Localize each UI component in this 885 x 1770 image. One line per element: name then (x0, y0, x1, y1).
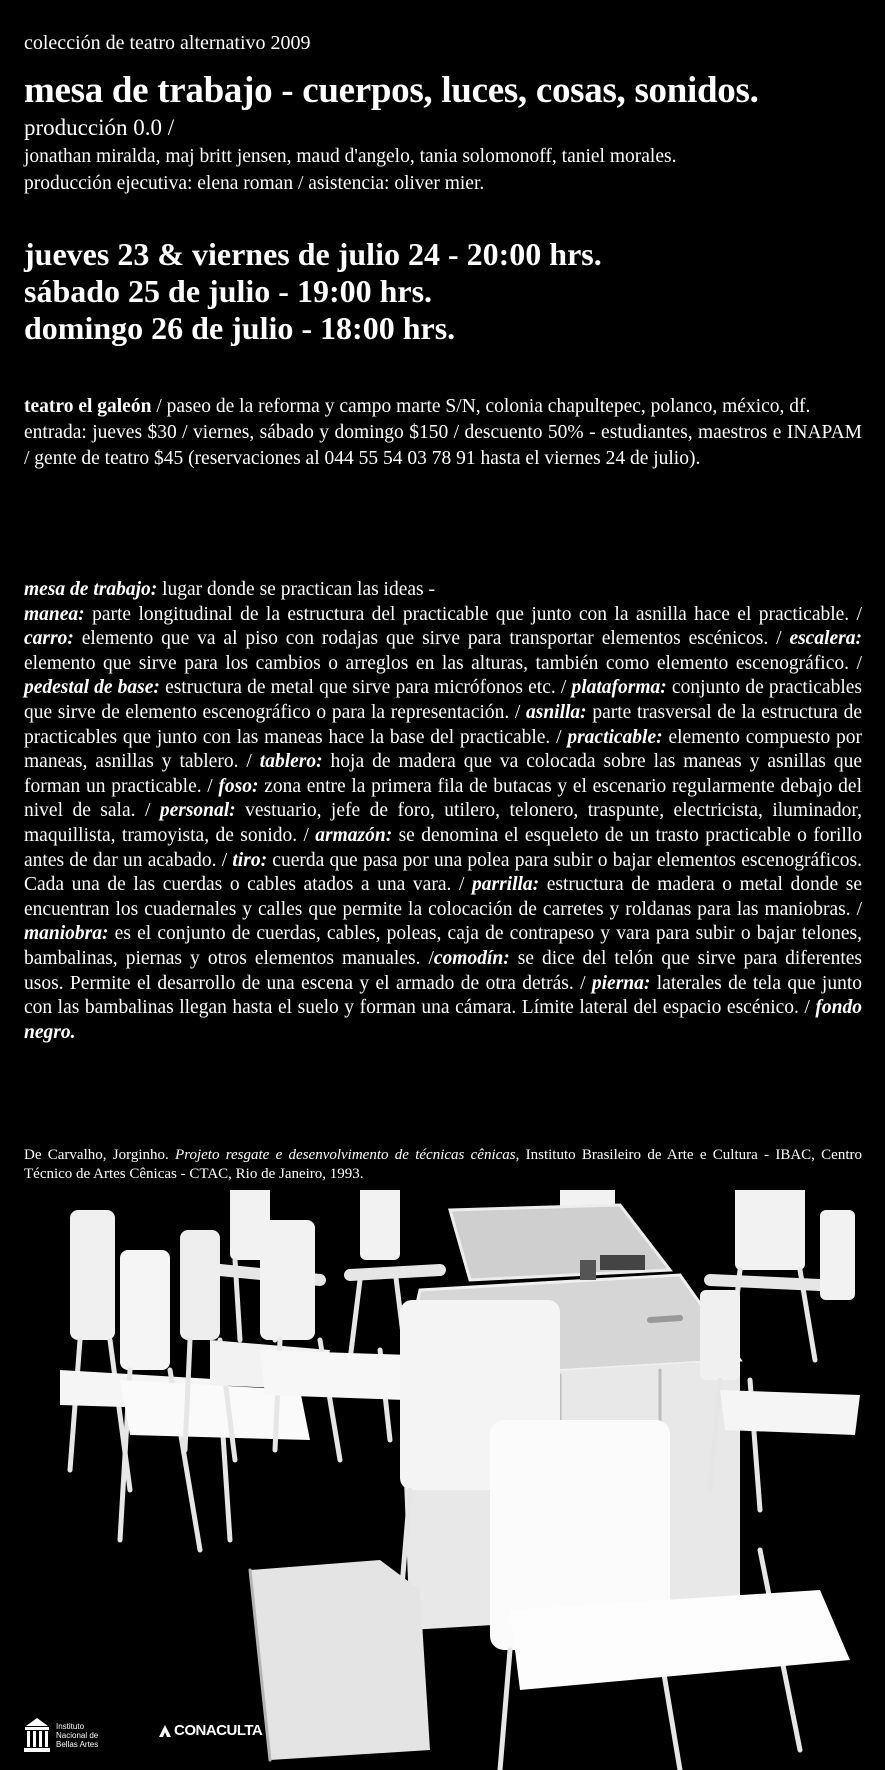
venue-address: / paseo de la reforma y campo marte S/N, colonia chapultepec, polanco, méxico, df. (151, 396, 811, 417)
glossary-definition: se dice del telón que sirve para diferentes usos. Permite el desarrollo de una escena y el armado de otra detrás. / (24, 947, 862, 994)
glossary-term: tablero: (259, 751, 323, 773)
conaculta-wordmark: CONACULTA (174, 1722, 263, 1739)
credit-author: De Carvalho, Jorginho. (24, 1147, 176, 1163)
glossary-term: mesa de trabajo: (24, 579, 158, 600)
glossary-definition: estructura de madera o metal donde se encuentran los cuadernales y calles que permite la colocación de carretes y roldanas para las maniobras. / (24, 874, 862, 920)
palace-icon (22, 1716, 52, 1754)
glossary-term: practicable: (567, 726, 663, 748)
cast-list: jonathan miralda, maj britt jensen, maud d'angelo, tania solomonoff, taniel morales. (24, 146, 677, 167)
glossary-term: asnilla: (526, 701, 587, 723)
production-label: producción 0.0 / (24, 115, 175, 140)
credit-publisher: , Instituto Brasileiro de Arte e Cultura - IBAC, Centro Técnico de Artes Cênicas - CTAC, Rio de Janeiro, 1993. (24, 1147, 863, 1182)
glossary-term: foso: (218, 775, 259, 797)
show-title: mesa de trabajo - cuerpos, luces, cosas, sonidos. (24, 70, 759, 111)
ticket-prices: entrada: jueves $30 / viernes, sábado y domingo $150 / descuento 50% - estudiantes, maestros e INAPAM / gente de teatro $45 (reservaciones al 044 55 54 03 78 91 hasta el viernes 24 de julio). (24, 422, 862, 469)
executive-production: producción ejecutiva: elena roman / asistencia: oliver mier. (24, 173, 485, 194)
glossary-term: tiro: (232, 849, 268, 871)
glossary-term: comodín: (433, 947, 510, 969)
inba-logo (22, 1716, 98, 1754)
glossary-definition: hoja de madera que va colocada sobre las maneas y asnillas que forman un practicable. / (24, 751, 862, 797)
glossary-term: personal: (159, 800, 236, 822)
glossary-definition: parte longitudinal de la estructura del practicable que junto con la asnilla hace el practicable. / (84, 603, 862, 625)
date-line: domingo 26 de julio - 18:00 hrs. (24, 310, 456, 346)
glossary-term: parrilla: (471, 874, 540, 896)
inba-line: Nacional de (56, 1730, 99, 1740)
glossary-definition: se denomina el esqueleto de un trasto practicable o forillo antes de dar un acabado. / (24, 824, 862, 871)
date-line: sábado 25 de julio - 19:00 hrs. (24, 273, 433, 309)
glossary-definition: elemento que sirve para los cambios o arreglos en las alturas, también como elemento escenográfico. / (24, 652, 862, 674)
glossary-definition: lugar donde se practican las ideas - (157, 579, 435, 600)
glossary-term: carro: (24, 628, 74, 650)
venue-info (24, 394, 862, 472)
glossary-definition: laterales de tela que junto con las bambalinas llegan hasta el suelo y forman una cámara. Límite lateral del espacio escénico. / (24, 972, 862, 1019)
glossary-term: plataforma: (571, 677, 667, 699)
chair-illustration (490, 1420, 850, 1770)
conaculta-logo (158, 1722, 262, 1739)
date-line: jueves 23 & viernes de julio 24 - 20:00 hrs. (24, 236, 602, 272)
glossary-term: maniobra: (24, 923, 109, 945)
bibliographic-credit (24, 1146, 862, 1184)
glossary-definition: es el conjunto de cuerdas, cables, poleas, caja de contrapeso y vara para subir o bajar telones, bambalinas, piernas y otros elementos manuales. / (24, 923, 862, 969)
glossary-term: armazón: (315, 824, 393, 846)
glossary-term: pedestal de base: (24, 677, 160, 699)
glossary-term: escalera: (789, 628, 862, 650)
glossary-definition: zona entre la primera fila de butacas y el escenario regularmente debajo del nivel de sala. / (24, 775, 863, 822)
glossary-definition: parte trasversal de la estructura de practicables que junto con las maneas hace la base del practicable. / (24, 701, 862, 748)
box-illustration (250, 1560, 430, 1760)
glossary-term: pierna: (591, 972, 651, 994)
credit-work: Projeto resgate e desenvolvimento de técnicas cênicas (175, 1147, 516, 1163)
glossary (24, 578, 862, 1045)
glossary-definition: estructura de metal que sirve para micrófonos etc. / (159, 677, 572, 699)
inba-line: Instituto (56, 1721, 85, 1731)
chair-illustration (820, 1210, 855, 1300)
collection-label: colección de teatro alternativo 2009 (24, 32, 311, 54)
glossary-term: fondo negro. (24, 997, 862, 1043)
glossary-term: manea: (24, 603, 85, 625)
cast-block (24, 143, 862, 197)
show-dates (24, 236, 862, 347)
glossary-definition: elemento que va al piso con rodajas que sirve para transportar elementos escénicos. / (73, 628, 790, 650)
glossary-definition: elemento compuesto por maneas, asnillas y tablero. / (24, 726, 862, 773)
inba-line: Bellas Artes (56, 1739, 99, 1749)
glossary-definition: cuerda que pasa por una polea para subir o bajar elementos escenográficos. Cada una de las cuerdas o cables atados a una vara. / (24, 849, 862, 896)
glossary-definition: vestuario, jefe de foro, utilero, telonero, traspunte, electricista, iluminador, maquillista, tramoyista, de sonido. / (24, 800, 862, 846)
glossary-definition: conjunto de practicables que sirve de elemento escenográfico o para la representación. / (24, 677, 862, 723)
conaculta-mark-icon (158, 1724, 172, 1738)
rehearsal-room-photo (60, 1190, 885, 1770)
venue-name: teatro el galeón (24, 396, 152, 417)
